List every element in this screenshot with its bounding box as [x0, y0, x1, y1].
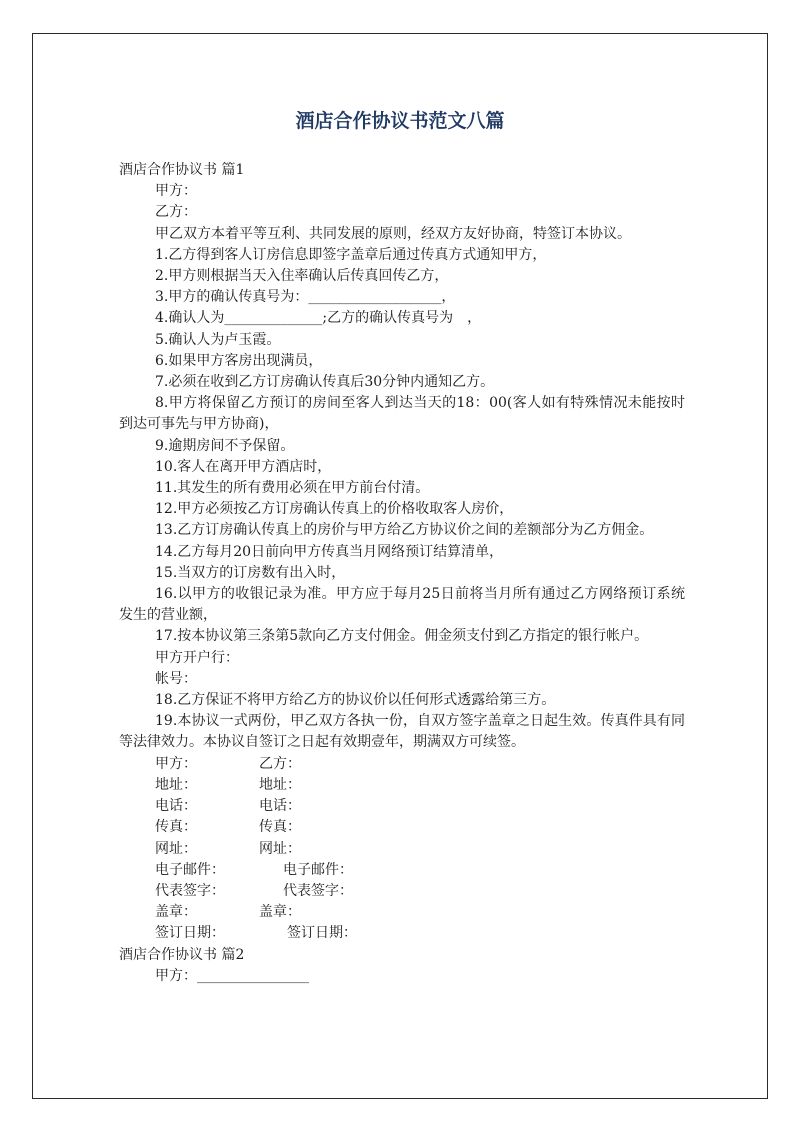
clause-line: 甲乙双方本着平等互利、共同发展的原则，经双方友好协商，特签订本协议。: [155, 225, 631, 242]
party-b-field: 代表签字：: [283, 882, 353, 899]
party-a-line: 甲方：________________: [155, 967, 309, 984]
clause-line: 14.乙方每月20日前向甲方传真当月网络预订结算清单，: [155, 543, 504, 560]
party-b-field: 电子邮件：: [283, 861, 353, 878]
party-a-field: 甲方：: [155, 755, 197, 772]
clause-line: 3.甲方的确认传真号为：___________________，: [155, 289, 456, 306]
clause-line: 17.按本协议第三条第5款向乙方支付佣金。佣金须支付到乙方指定的银行帐户。: [155, 628, 649, 645]
party-b-field: 乙方：: [259, 755, 301, 772]
clause-line: 13.乙方订房确认传真上的房价与甲方给乙方协议价之间的差额部分为乙方佣金。: [155, 522, 654, 539]
clause-line: 16.以甲方的收银记录为准。甲方应于每月25日前将当月所有通过乙方网络预订系统发生的营业额，: [119, 586, 685, 624]
signature-row: [119, 839, 685, 860]
clause-line: 11.其发生的所有费用必须在甲方前台付清。: [155, 480, 430, 497]
party-b-field: 签订日期：: [287, 925, 357, 942]
clause-line: 5.确认人为卢玉霞。: [155, 331, 281, 348]
clause-line: 4.确认人为______________;乙方的确认传真号为 ，: [155, 310, 482, 327]
clause-line: 15.当双方的订房数有出入时，: [155, 564, 346, 581]
clause-line: 6.如果甲方客房出现满员，: [155, 352, 323, 369]
clause-line: 9.逾期房间不予保留。: [155, 437, 295, 454]
signature-row: [119, 860, 685, 881]
clause-line: 2.甲方则根据当天入住率确认后传真回传乙方，: [155, 268, 449, 285]
party-a-field: 代表签字：: [155, 882, 225, 899]
party-b-field: 网址：: [259, 840, 301, 857]
clause-line: 12.甲方必须按乙方订房确认传真上的价格收取客人房价，: [155, 501, 514, 518]
document-title: 酒店合作协议书范文八篇: [295, 110, 505, 132]
party-a-field: 地址：: [155, 776, 197, 793]
signature-block: [119, 754, 685, 945]
party-b-field: 盖章：: [259, 904, 301, 921]
clause-line: 8.甲方将保留乙方预订的房间至客人到达当天的18：00(客人如有特殊情况未能按时到达可事先与甲方协商)，: [119, 395, 685, 433]
signature-row: [119, 775, 685, 796]
clause-line: 18.乙方保证不将甲方给乙方的协议价以任何形式透露给第三方。: [155, 692, 556, 709]
clause-line: 7.必须在收到乙方订房确认传真后30分钟内通知乙方。: [155, 374, 495, 391]
clauses: [119, 181, 685, 753]
signature-row: [119, 902, 685, 923]
signature-row: [119, 754, 685, 775]
document-body: [119, 160, 685, 987]
signature-row: [119, 881, 685, 902]
party-b-field: 电话：: [259, 798, 301, 815]
party-a-field: 网址：: [155, 840, 197, 857]
section-heading: 酒店合作协议书 篇1: [119, 162, 245, 178]
signature-row: [119, 796, 685, 817]
party-a-field: 传真：: [155, 819, 197, 836]
clause-line: 甲方：: [155, 183, 197, 200]
party-b-field: 地址：: [259, 776, 301, 793]
clause-line: 乙方：: [155, 204, 197, 221]
clause-line: 帐号：: [155, 670, 197, 687]
party-a-field: 盖章：: [155, 904, 197, 921]
signature-row: [119, 923, 685, 944]
party-a-field: 电话：: [155, 798, 197, 815]
section-heading: 酒店合作协议书 篇2: [119, 946, 245, 963]
clause-line: 19.本协议一式两份，甲乙双方各执一份，自双方签字盖章之日起生效。传真件具有同等法律效力。本协议自签订之日起有效期壹年，期满双方可续签。: [119, 713, 685, 751]
clause-line: 甲方开户行：: [155, 649, 239, 666]
clause-line: 1.乙方得到客人订房信息即签字盖章后通过传真方式通知甲方，: [155, 246, 547, 263]
party-b-field: 传真：: [259, 819, 301, 836]
clause-line: 10.客人在离开甲方酒店时，: [155, 458, 332, 475]
signature-row: [119, 817, 685, 838]
party-a-field: 签订日期：: [155, 925, 225, 942]
party-a-field: 电子邮件：: [155, 861, 225, 878]
